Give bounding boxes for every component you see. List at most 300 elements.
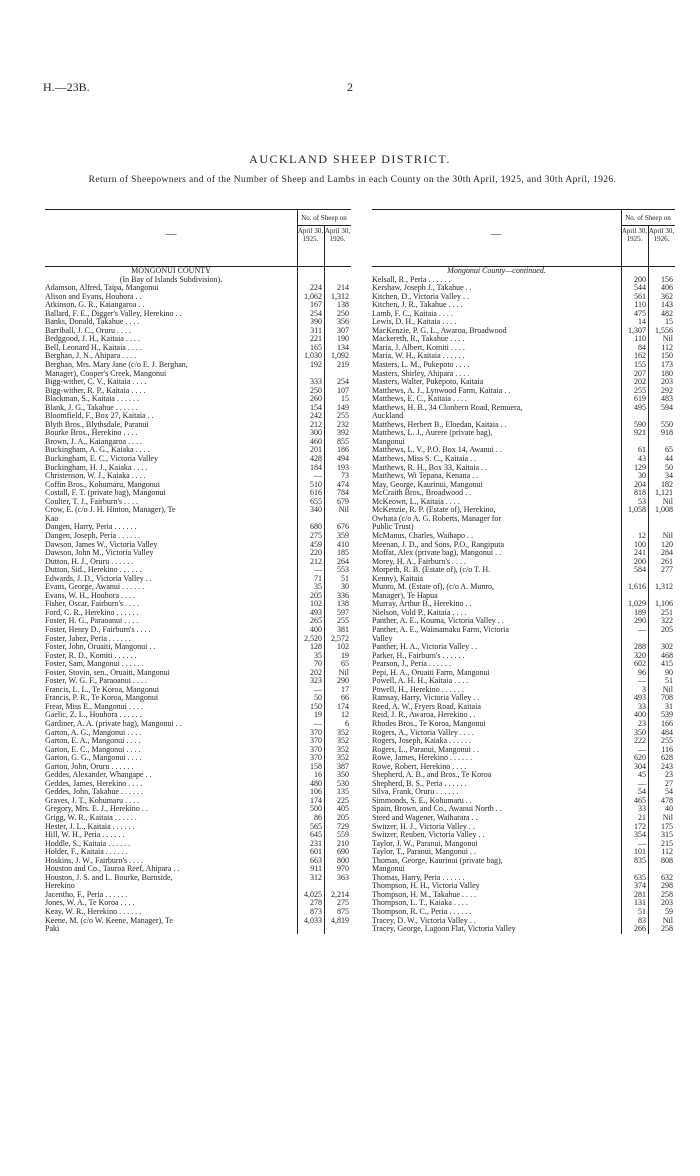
- sheep-1925-cell: 231: [310, 838, 322, 848]
- sheep-1926-cell: 352: [337, 744, 349, 754]
- sheep-1925-cell: 100: [634, 539, 646, 549]
- sheep-1925-cell: 204: [634, 479, 646, 489]
- owner-name-cell: Meenan, J. D., and Sons, P.O., Rangiputa: [372, 540, 504, 549]
- owner-name-cell: Rowe, Robert, Herekino . . . .: [372, 762, 467, 771]
- sheep-1926-cell: Nil: [662, 334, 673, 344]
- owner-name-cell: Graves, J. T., Kohumaru . . . .: [45, 796, 140, 805]
- sheep-1925-cell: 84: [638, 342, 646, 352]
- left-table: [45, 209, 351, 934]
- owner-name-cell: Berghan, J. N., Ahipara . . . .: [45, 352, 137, 361]
- owner-name-cell: Shepherd, B. S., Peria . . . . . .: [372, 779, 467, 788]
- owner-name-cell: Matthews, R. H., Box 33, Kaitaia . .: [372, 463, 488, 472]
- sheep-1925-cell: 220: [310, 548, 322, 558]
- table-row: [45, 780, 351, 789]
- sheep-1925-cell: 255: [634, 385, 646, 395]
- sheep-1925-cell: 51: [638, 907, 646, 917]
- table-row: [45, 541, 351, 550]
- sheep-1926-cell: 359: [337, 530, 349, 540]
- owner-name-cell: Dutton, H. J., Oruru . . . . . .: [45, 557, 134, 566]
- sheep-1925-cell: 911: [310, 864, 322, 874]
- sheep-1925-cell: 192: [310, 360, 322, 370]
- sheep-1926-cell: 59: [665, 907, 673, 917]
- sheep-1925-cell: 275: [310, 530, 322, 540]
- sheep-1926-cell: Nil: [662, 530, 673, 540]
- sheep-1926-cell: 107: [337, 385, 349, 395]
- sheep-1926-cell: Nil: [662, 915, 673, 925]
- sheep-1926-cell: 676: [337, 522, 349, 532]
- owner-name-cell: McManus, Charles, Waihapo . .: [372, 531, 473, 540]
- table-row: [372, 711, 675, 720]
- owner-name-cell: Mackereth, R., Takahue . . . .: [372, 335, 465, 344]
- sheep-1926-cell: 6: [345, 718, 349, 728]
- owner-name-cell: Simmonds, S. E., Kohumaru . .: [372, 796, 472, 805]
- owner-name-cell: Coffin Bros., Kohumaru, Mangonui: [45, 480, 160, 489]
- sheep-1926-cell: 302: [661, 642, 673, 652]
- owner-name-cell: Keene, M. (c/o W. Keene, Manager), Te: [45, 916, 173, 925]
- owner-name-cell: Francis, P. R., Te Koroa, Mangonui: [45, 694, 159, 703]
- sheep-1925-cell: 71: [314, 573, 322, 583]
- table-row: [45, 404, 351, 413]
- sheep-1925-cell: 288: [634, 642, 646, 652]
- owner-name-cell: Rogers, Joseph, Kaiaka . . . . . .: [372, 737, 472, 746]
- sheep-1925-cell: 663: [310, 855, 322, 865]
- table-row: [372, 276, 675, 285]
- sheep-1926-cell: 550: [661, 419, 673, 429]
- sheep-1925-cell: 202: [310, 667, 322, 677]
- sheep-1926-cell: 15: [665, 317, 673, 327]
- sheep-1926-cell: 174: [337, 701, 349, 711]
- sheep-1926-cell: 482: [661, 308, 673, 318]
- sheep-1926-cell: 250: [337, 308, 349, 318]
- owner-name-cell: Shepherd, A. B., and Bros., Te Koroa: [372, 771, 492, 780]
- owner-name-cell: Tracey, D. W., Victoria Valley . .: [372, 916, 476, 925]
- owner-name-cell: Maria, J. Albert, Komiti . . . .: [372, 343, 465, 352]
- owner-name-cell: Thomas, George, Kaurinui (private bag),: [372, 856, 503, 865]
- table-row: [45, 600, 351, 609]
- table-row: [45, 438, 351, 447]
- sheep-1925-cell: 1,062: [304, 291, 322, 301]
- owner-name-cell: Murray, Arthur B., Herekino . .: [372, 600, 472, 609]
- table-row: [372, 746, 675, 755]
- sheep-1926-cell: 205: [337, 813, 349, 822]
- sheep-1925-cell: 370: [310, 727, 322, 737]
- name-column-header: —: [490, 228, 502, 240]
- owner-name-cell: Thompson, L. T., Kaiaka . . . .: [372, 899, 468, 908]
- sheep-1926-cell: 474: [337, 479, 349, 489]
- owner-name-cell: Keay, W. R., Herekino . . . . . .: [45, 908, 142, 917]
- sheep-1925-cell: 312: [310, 872, 322, 882]
- sheep-1925-cell: 250: [310, 385, 322, 395]
- sheep-1925-cell: 12: [638, 530, 646, 540]
- table-row: [45, 635, 351, 644]
- table-row: [45, 472, 351, 481]
- sheep-1925-cell: —: [638, 676, 646, 686]
- owner-name-cell: Silva, Frank, Oruru . . . . . .: [372, 788, 459, 797]
- table-row: [372, 566, 675, 575]
- sheep-1926-cell: 112: [661, 847, 673, 857]
- sheep-1926-cell: 120: [661, 539, 673, 549]
- name-column-header: —: [165, 228, 177, 240]
- sheep-1925-cell: 561: [634, 291, 646, 301]
- sheep-1925-cell: —: [638, 624, 646, 634]
- sheep-1925-cell: 207: [634, 368, 646, 378]
- sheep-1925-cell: 101: [634, 847, 646, 857]
- sheep-1925-cell: 323: [310, 676, 322, 686]
- table-row: [45, 617, 351, 626]
- sheep-1925-cell: 14: [638, 317, 646, 327]
- sheep-1925-cell: 224: [310, 283, 322, 293]
- table-row: [45, 771, 351, 780]
- sheep-1925-cell: 1,029: [628, 599, 646, 609]
- table-row: [45, 558, 351, 567]
- sheep-1926-cell: 175: [661, 821, 673, 831]
- sheep-1925-cell: 584: [634, 565, 646, 575]
- sheep-1926-cell: 185: [337, 548, 349, 558]
- sheep-1925-cell: 23: [638, 718, 646, 728]
- owner-name-cell: Morey, H. A., Fairburn's . . . .: [372, 557, 467, 566]
- table-row: [45, 857, 351, 866]
- sheep-1926-cell: Nil: [338, 505, 349, 515]
- table-row: [45, 583, 351, 592]
- sheep-1925-cell: [297, 925, 324, 934]
- sheep-1926-cell: 494: [337, 454, 349, 464]
- owner-name-cell: Garton, John, Oruru . . . . . .: [45, 762, 134, 771]
- owner-name-cell: Auckland: [372, 412, 404, 421]
- table-row: [372, 669, 675, 678]
- sheep-1926-cell: 350: [337, 770, 349, 780]
- sheep-1925-cell: 53: [638, 496, 646, 506]
- sheep-1925-cell: 480: [310, 778, 322, 788]
- owner-name-cell: Foster, John, Oruaiti, Mangonui . .: [45, 643, 156, 652]
- owner-name-cell: Paki: [45, 925, 60, 934]
- owner-name-cell: Dawson, John M., Victoria Valley: [45, 549, 154, 558]
- sheep-1926-cell: [324, 267, 351, 276]
- table-row: [372, 643, 675, 652]
- sheep-1926-cell: 54: [665, 787, 673, 797]
- owner-name-cell: Dangen, Harry, Peria . . . . . .: [45, 523, 137, 532]
- owner-name-cell: Foster, Stovin, sen., Oruaiti, Mangonui: [45, 668, 170, 677]
- owner-name-cell: Bigg-wither, R. P., Kaitaia . . . .: [45, 386, 146, 395]
- owner-name-cell: Christenson, W. J., Kaiaka . . . .: [45, 472, 146, 481]
- owner-name-cell: Atkinson, G. R., Kaiangaroa . .: [45, 301, 145, 310]
- owner-name-cell: Powell, A. H. H., Kaitaia . . . .: [372, 677, 469, 686]
- table-row: [372, 797, 675, 806]
- sheep-1925-cell: 61: [638, 445, 646, 455]
- table-row: [372, 805, 675, 814]
- owner-name-cell: McKeown, L., Kaitaia . . . .: [372, 497, 460, 506]
- sheep-1926-cell: 628: [661, 753, 673, 763]
- sheep-count-header: No. of Sheep on: [621, 212, 675, 226]
- sheep-1926-cell: 559: [337, 830, 349, 840]
- owner-name-cell: Ford, C. R., Herekino . . . . . .: [45, 608, 139, 617]
- sheep-1926-cell: 387: [337, 761, 349, 771]
- sheep-1925-cell: 162: [634, 351, 646, 361]
- sheep-1925-cell: 655: [310, 496, 322, 506]
- table-row: [45, 378, 351, 387]
- table-row: [45, 318, 351, 327]
- right-table-body: [372, 267, 675, 934]
- table-row: [45, 899, 351, 908]
- table-row: [372, 583, 675, 592]
- sheep-1925-cell: 212: [310, 556, 322, 566]
- sheep-1925-cell: 172: [634, 821, 646, 831]
- table-row: [45, 523, 351, 532]
- sheep-1926-cell: Nil: [662, 813, 673, 822]
- sheep-1926-cell: 290: [337, 676, 349, 686]
- sheep-1926-cell: 1,556: [655, 325, 673, 335]
- sheep-1925-cell: 242: [310, 411, 322, 421]
- sheep-1926-cell: 855: [337, 436, 349, 446]
- sheep-1925-cell: 21: [638, 813, 646, 822]
- table-row: [372, 446, 675, 455]
- sheep-1926-cell: 65: [665, 445, 673, 455]
- sheep-1926-cell: Nil: [662, 684, 673, 694]
- sheep-1926-cell: 808: [661, 855, 673, 865]
- sheep-1926-cell: 336: [337, 590, 349, 600]
- sheep-1926-cell: 1,008: [655, 505, 673, 515]
- sheep-1926-cell: 406: [661, 283, 673, 293]
- sheep-1926-cell: 261: [661, 556, 673, 566]
- owner-name-cell: Reed, A. W., Fryers Road, Kaitaia: [372, 702, 481, 711]
- table-row: [372, 506, 675, 515]
- table-row: [45, 720, 351, 729]
- table-row: [372, 754, 675, 763]
- table-row: [372, 472, 675, 481]
- sheep-1925-cell: 2,520: [304, 633, 322, 643]
- sheep-1926-cell: 17: [341, 684, 349, 694]
- table-row: [372, 694, 675, 703]
- owner-name-cell: Evans, George, Awanui . . . . . .: [45, 583, 145, 592]
- sheep-1926-cell: 134: [337, 342, 349, 352]
- owner-name-cell: Kao: [45, 514, 59, 523]
- owner-name-cell: Dutton, Sid., Herekino . . . . . .: [45, 566, 142, 575]
- table-row: [372, 814, 675, 823]
- sheep-1925-cell: 370: [310, 744, 322, 754]
- owner-name-cell: Kershaw, Joseph J., Takahue . .: [372, 284, 472, 293]
- sheep-1925-cell: —: [314, 684, 322, 694]
- owner-name-cell: Owhata (c/o A. G. Roberts, Manager for: [372, 514, 502, 523]
- sheep-1926-cell: 298: [661, 881, 673, 891]
- table-row: [372, 455, 675, 464]
- year-1926-header: April 30, 1926.: [324, 227, 351, 243]
- owner-name-cell: Switzer, Reuben, Victoria Valley . .: [372, 831, 485, 840]
- sheep-1926-cell: 40: [665, 804, 673, 814]
- sheep-1925-cell: 35: [314, 582, 322, 592]
- owner-name-cell: Blackman, S., Kaitaia . . . . . .: [45, 395, 139, 404]
- owner-name-cell: Panther, A. E., Waimamaku Farm, Victoria: [372, 625, 509, 634]
- table-row: [45, 429, 351, 438]
- sheep-1925-cell: [297, 267, 324, 276]
- owner-name-cell: Matthews, Miss S. C., Kaitaia . .: [372, 455, 476, 464]
- sheep-1926-cell: 1,312: [655, 582, 673, 592]
- sheep-1926-cell: 478: [661, 795, 673, 805]
- table-row: [372, 549, 675, 558]
- sheep-1925-cell: —: [314, 718, 322, 728]
- table-row: [45, 746, 351, 755]
- owner-name-cell: Evans, W. H., Houhora . . . .: [45, 591, 135, 600]
- sheep-1925-cell: 544: [634, 283, 646, 293]
- sheep-1926-cell: 12: [341, 710, 349, 720]
- sheep-1925-cell: 495: [634, 402, 646, 412]
- section-heading: [372, 267, 675, 276]
- sheep-1925-cell: 390: [310, 317, 322, 327]
- table-row: [372, 891, 675, 900]
- sheep-1926-cell: 530: [337, 778, 349, 788]
- sheep-1925-cell: 1,307: [628, 325, 646, 335]
- sheep-1925-cell: 400: [310, 624, 322, 634]
- sheep-1926-cell: 186: [337, 445, 349, 455]
- sheep-1925-cell: 374: [634, 881, 646, 891]
- sheep-1926-cell: 381: [337, 624, 349, 634]
- sheep-1926-cell: 149: [337, 402, 349, 412]
- sheep-1925-cell: 565: [310, 821, 322, 831]
- sheep-1925-cell: 150: [310, 701, 322, 711]
- owner-name-cell: Rogers, L., Paranui, Mangonui . .: [372, 745, 479, 754]
- owner-name-cell: Kelsall, R., Peria . . . . . .: [372, 275, 451, 284]
- sheep-1925-cell: 602: [634, 659, 646, 669]
- sheep-1925-cell: 400: [634, 710, 646, 720]
- owner-name-cell: Powell, H., Herekino . . . . . .: [372, 685, 464, 694]
- table-row: [45, 848, 351, 857]
- owner-name-cell: Herekino: [45, 882, 75, 891]
- sheep-1926-cell: 264: [337, 556, 349, 566]
- owner-name-cell: Thompson, R. C., Peria . . . . . .: [372, 908, 472, 917]
- table-row: [45, 370, 351, 379]
- table-row: [372, 720, 675, 729]
- sheep-1926-cell: 284: [661, 548, 673, 558]
- owner-name-cell: MONGONUI COUNTY: [131, 267, 211, 275]
- sheep-1925-cell: 873: [310, 907, 322, 917]
- sheep-1926-cell: 292: [661, 385, 673, 395]
- owner-name-cell: Kitchen, J. R., Takahue . . . .: [372, 301, 463, 310]
- sheep-1925-cell: 158: [310, 761, 322, 771]
- sheep-1925-cell: 350: [634, 727, 646, 737]
- table-row: [372, 481, 675, 490]
- owner-name-cell: Rhodes Bros., Te Koroa, Mangonui: [372, 719, 486, 728]
- owner-name-cell: Matthews, E. C., Kaitaia . . . .: [372, 395, 467, 404]
- table-row: [372, 429, 675, 438]
- sheep-1925-cell: 165: [310, 342, 322, 352]
- owner-name-cell: Houston, J. S. and L. Bourke, Burnside,: [45, 873, 173, 882]
- table-row: [372, 609, 675, 618]
- owner-name-cell: Nielson, Vold P., Kaitaia . . . .: [372, 608, 467, 617]
- table-row: [45, 677, 351, 686]
- sheep-1925-cell: 266: [634, 924, 646, 934]
- owner-name-cell: Thomas, Harry, Peria . . . . . .: [372, 873, 465, 882]
- sheep-1925-cell: 131: [634, 898, 646, 908]
- table-row: [45, 310, 351, 319]
- sheep-1926-cell: 44: [665, 454, 673, 464]
- owner-name-cell: Dangen, Joseph, Peria . . . . . .: [45, 531, 141, 540]
- sheep-1926-cell: 27: [665, 778, 673, 788]
- table-row: [45, 592, 351, 601]
- sheep-1926-cell: 243: [661, 761, 673, 771]
- table-row: [372, 361, 675, 370]
- sheep-1926-cell: 255: [337, 616, 349, 626]
- owner-name-cell: Jacentho, F., Peria . . . . . .: [45, 890, 128, 899]
- sheep-1926-cell: 50: [665, 462, 673, 472]
- sheep-1926-cell: 203: [661, 898, 673, 908]
- sheep-1925-cell: 167: [310, 300, 322, 310]
- table-row: [45, 814, 351, 823]
- sheep-1926-cell: Nil: [338, 667, 349, 677]
- sheep-1925-cell: —: [638, 744, 646, 754]
- table-row: [45, 694, 351, 703]
- owner-name-cell: Geddes, Alexander, Whangape . .: [45, 771, 152, 780]
- owner-name-cell: Mangonui: [372, 865, 405, 874]
- owner-name-cell: Masters, Shirley, Ahipara . . . .: [372, 369, 470, 378]
- sheep-1925-cell: 460: [310, 436, 322, 446]
- table-row: [45, 643, 351, 652]
- sheep-1925-cell: 4,033: [304, 915, 322, 925]
- sheep-1925-cell: 619: [634, 394, 646, 404]
- owner-name-cell: Rowe, James, Herekino . . . . . .: [372, 754, 472, 763]
- owner-name-cell: Garton, E. A., Mangonui . . . .: [45, 737, 141, 746]
- table-row: [45, 823, 351, 832]
- table-row: [372, 464, 675, 473]
- owner-name-cell: McCraith Bros., Broadwood . .: [372, 489, 472, 498]
- table-row: [372, 874, 675, 883]
- sheep-1925-cell: 33: [638, 804, 646, 814]
- sheep-1925-cell: 1,030: [304, 351, 322, 361]
- table-row: [45, 840, 351, 849]
- section-heading: [45, 276, 351, 285]
- owner-name-cell: Panther, H. A., Victoria Valley . .: [372, 643, 478, 652]
- table-row: [45, 387, 351, 396]
- table-row: [45, 609, 351, 618]
- sheep-1926-cell: 483: [661, 394, 673, 404]
- owner-name-cell: Hoddle, S., Kaitaia . . . . . .: [45, 839, 131, 848]
- sheep-1926-cell: 1,092: [331, 351, 349, 361]
- owner-name-cell: Valley: [372, 634, 393, 643]
- owner-name-cell: Hester, J. L., Kaitaia . . . . . .: [45, 822, 135, 831]
- sheep-1925-cell: 645: [310, 830, 322, 840]
- sheep-1926-cell: 225: [337, 795, 349, 805]
- table-row: [372, 788, 675, 797]
- sheep-1926-cell: 90: [665, 667, 673, 677]
- table-row: [372, 660, 675, 669]
- section-heading: [45, 267, 351, 276]
- table-row: [45, 395, 351, 404]
- table-row: [372, 395, 675, 404]
- table-row: [45, 455, 351, 464]
- sheep-1926-cell: 30: [341, 582, 349, 592]
- sheep-1926-cell: [648, 515, 675, 524]
- sheep-1926-cell: Nil: [662, 496, 673, 506]
- table-row: [372, 558, 675, 567]
- sheep-1925-cell: —: [638, 838, 646, 848]
- owner-name-cell: Morpeth, R. B. (Estate of), (c/o T. H.: [372, 566, 491, 575]
- page-title: AUCKLAND SHEEP DISTRICT.: [249, 152, 451, 166]
- sheep-1925-cell: 680: [310, 522, 322, 532]
- table-row: [45, 865, 351, 874]
- sheep-1926-cell: 970: [337, 864, 349, 874]
- owner-name-cell: Matthews, Herbert B., Eloedan, Kaitaia . .: [372, 420, 507, 429]
- sheep-1925-cell: 493: [634, 693, 646, 703]
- table-row: [372, 763, 675, 772]
- table-row: [372, 865, 675, 874]
- sheep-1925-cell: 102: [310, 599, 322, 609]
- sheep-1925-cell: 241: [634, 548, 646, 558]
- sheep-1926-cell: 214: [337, 283, 349, 293]
- owner-name-cell: Fisher, Oscar, Fairburn's . . . .: [45, 600, 140, 609]
- sheep-1925-cell: 16: [314, 770, 322, 780]
- sheep-1925-cell: 616: [310, 488, 322, 498]
- table-row: [372, 729, 675, 738]
- owner-name-cell: Buckingham, E. C., Victoria Valley: [45, 455, 158, 464]
- sheep-1925-cell: 290: [634, 616, 646, 626]
- sheep-1926-cell: 258: [661, 889, 673, 899]
